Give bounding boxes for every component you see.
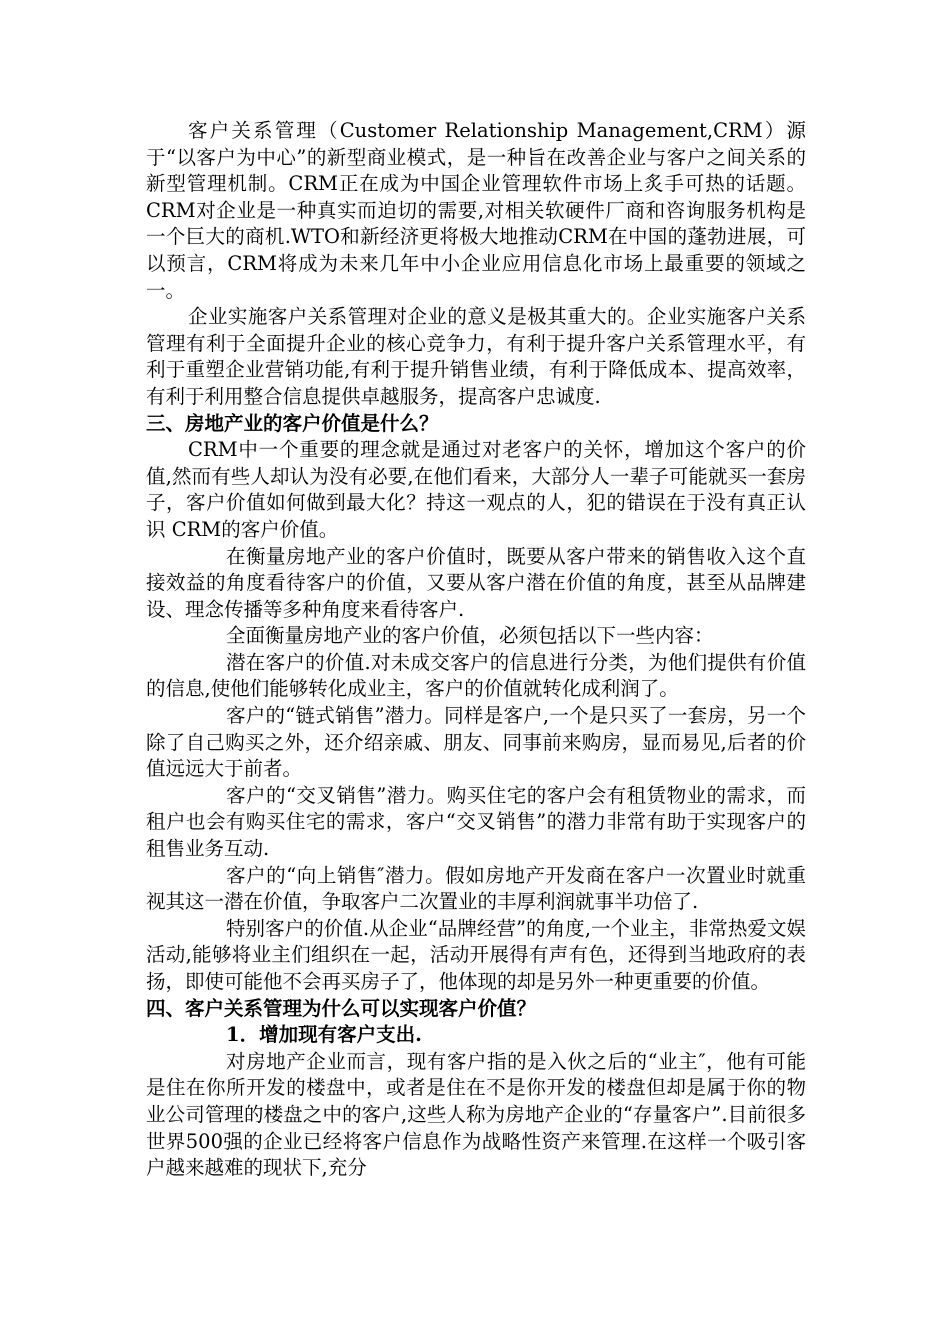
paragraph-value-contents: 全面衡量房地产业的客户价值，必须包括以下一些内容： (226, 624, 714, 648)
paragraph-upsell: 客户的“向上销售″潜力。假如房地产开发商在客户一次置业时就重视其这一潜在价值，争取客户二次置业的丰厚利润就事半功倍了. (146, 863, 806, 914)
paragraph-crm-significance: 企业实施客户关系管理对企业的意义是极其重大的。企业实施客户关系管理有利于全面提升企业的核心竞争力，有利于提升客户关系管理水平，有利于重塑企业营销功能,有利于提升销售业绩，有利于降低成本、提高效率，有利于利用整合信息提供卓越服务，提高客户忠诚度. (146, 305, 806, 408)
paragraph-customer-value-concept: CRM中一个重要的理念就是通过对老客户的关怀，增加这个客户的价值,然而有些人却认为没有必要,在他们看来，大部分人一辈子可能就买一套房子，客户价值如何做到最大化？持这一观点的人，犯的错误在于没有真正认识 CRM的客户价值。 (146, 438, 806, 541)
document-page (146, 118, 806, 1182)
section-heading-4: 四、客户关系管理为什么可以实现客户价值？ (146, 996, 537, 1020)
paragraph-special-customer: 特别客户的价值.从企业“品牌经营”的角度,一个业主，非常热爱文娱活动,能够将业主们组织在一起，活动开展得有声有色，还得到当地政府的表扬，即使可能他不会再买房子了，他体现的却是另外一种更重要的价值。 (146, 916, 806, 993)
paragraph-chain-sales: 客户的“链式销售”潜力。同样是客户,一个是只买了一套房，另一个除了自己购买之外，还介绍亲戚、朋友、同事前来购房，显而易见,后者的价值远远大于前者。 (146, 704, 806, 781)
paragraph-potential-customer: 潜在客户的价值.对未成交客户的信息进行分类，为他们提供有价值的信息,使他们能够转化成业主，客户的价值就转化成利润了。 (146, 650, 806, 701)
paragraph-cross-sales: 客户的“交叉销售”潜力。购买住宅的客户会有租赁物业的需求，而租户也会有购买住宅的需求，客户“交叉销售”的潜力非常有助于实现客户的租售业务互动. (146, 783, 806, 861)
subheading-increase-spending: 1．增加现有客户支出. (226, 1023, 422, 1047)
paragraph-crm-intro: 客户关系管理（Customer Relationship Management,CRM）源于“以客户为中心”的新型商业模式，是一种旨在改善企业与客户之间关系的新型管理机制。CRM正在成为中国企业管理软件市场上炙手可热的话题。CRM对企业是一种真实而迫切的需要,对相关软硬件厂商和咨询服务机构是一个巨大的商机.WTO和新经济更将极大地推动CRM在中国的蓬勃进展，可以预言，CRM将成为未来几年中小企业应用信息化市场上最重要的领域之一。 (146, 119, 806, 302)
section-heading-3: 三、房地产业的客户价值是什么？ (146, 411, 439, 435)
paragraph-measuring-value: 在衡量房地产业的客户价值时，既要从客户带来的销售收入这个直接效益的角度看待客户的价值，又要从客户潜在价值的角度，甚至从品牌建设、理念传播等多种角度来看待客户. (146, 544, 806, 621)
paragraph-existing-customers: 对房地产企业而言，现有客户指的是入伙之后的“业主″，他有可能是住在你所开发的楼盘中，或者是住在不是你开发的楼盘但却是属于你的物业公司管理的楼盘之中的客户,这些人称为房地产企业的“存量客户”.目前很多世界500强的企业已经将客户信息作为战略性资产来管理.在这样一个吸引客户越来越难的现状下,充分 (146, 1049, 806, 1180)
